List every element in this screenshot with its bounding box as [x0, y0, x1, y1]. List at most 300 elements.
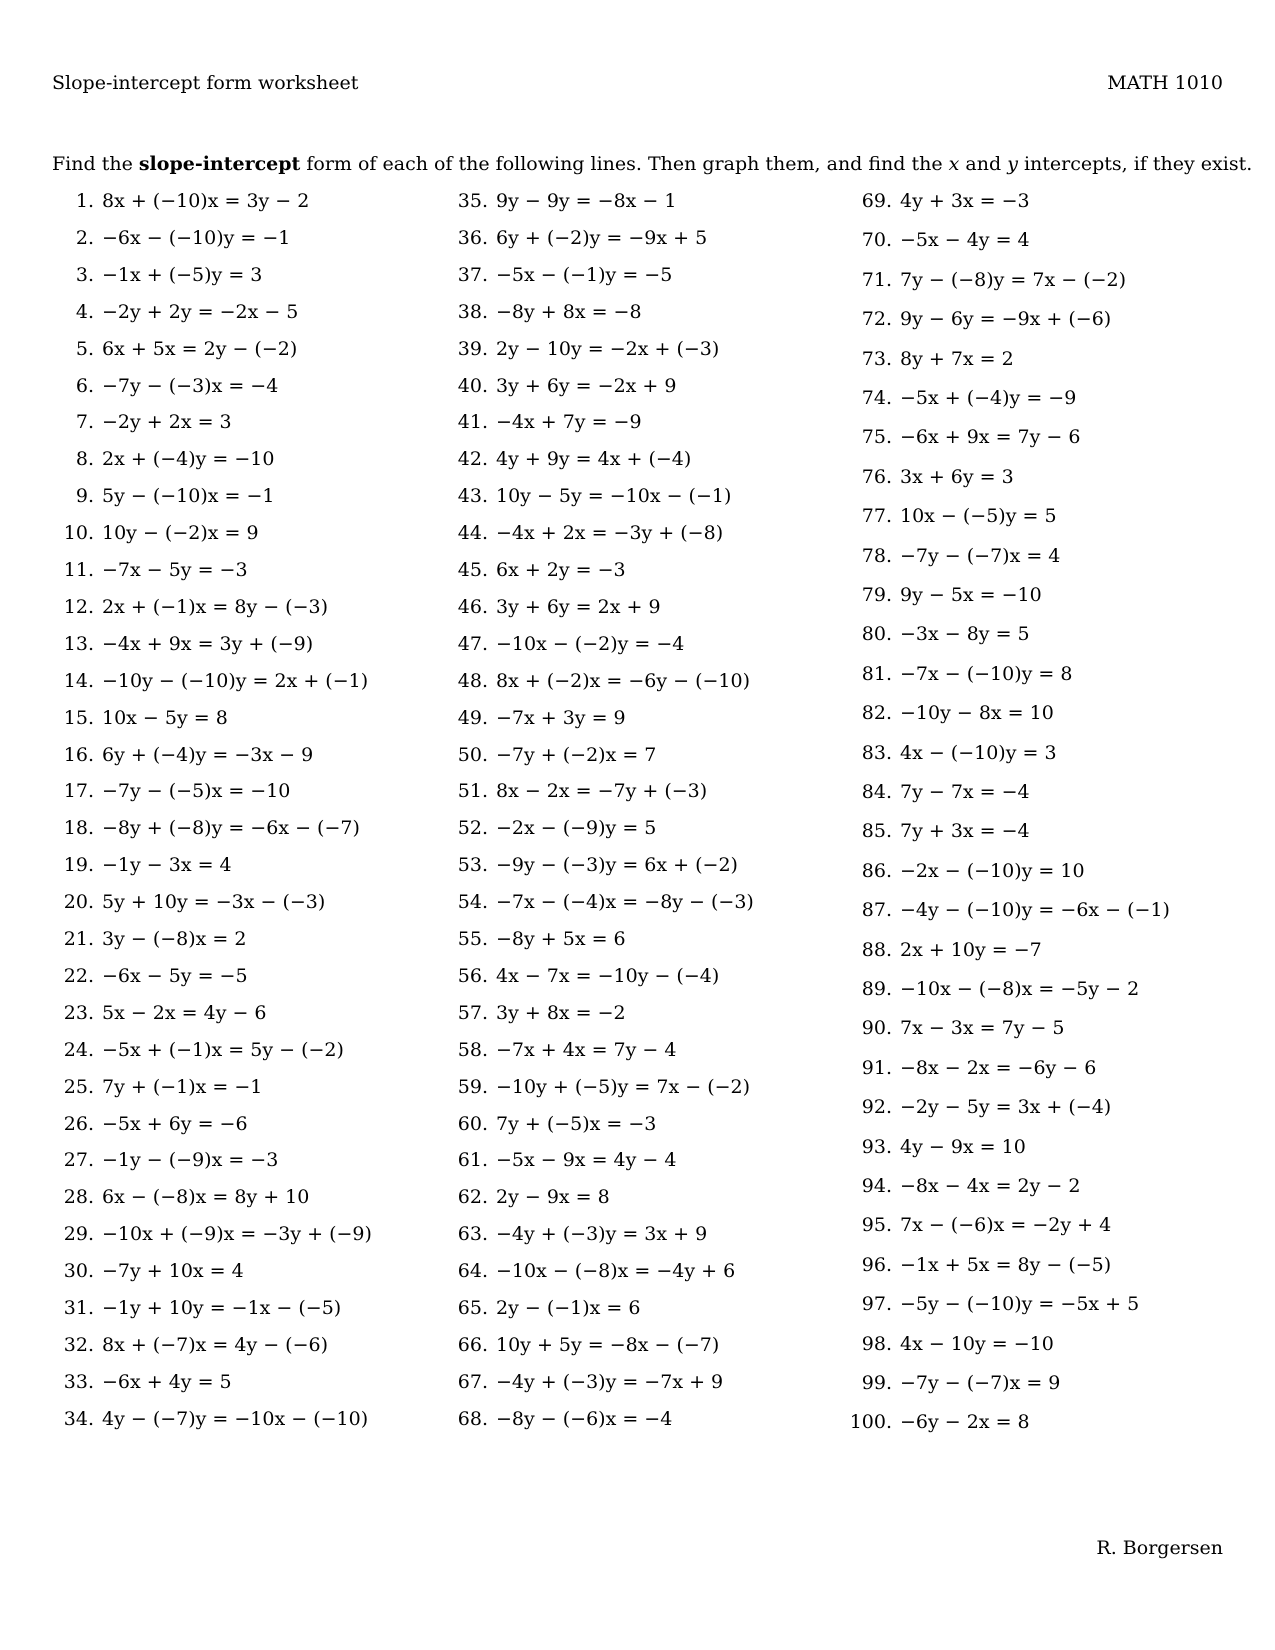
problem-equation: −10y + (−5)y = 7x − (−2)	[496, 1075, 751, 1098]
problem-equation: −7y − (−3)x = −4	[102, 374, 279, 397]
problem-item	[846, 1411, 1030, 1433]
problem-item	[456, 707, 626, 729]
problem-item	[62, 375, 278, 397]
problem-number: 40.	[457, 374, 488, 397]
problem-number: 73.	[861, 347, 892, 370]
problem-equation: 7y + 3x = −4	[900, 820, 1030, 843]
problem-number: 31.	[63, 1297, 94, 1319]
problem-item	[62, 965, 248, 987]
problem-equation: −4x + 2x = −3y + (−8)	[496, 522, 724, 545]
problem-item	[846, 1175, 1080, 1197]
problem-item	[62, 1260, 244, 1282]
instructions	[52, 153, 1252, 175]
problem-number: 39.	[457, 337, 488, 360]
problem-item	[846, 742, 1057, 764]
problem-item	[62, 448, 274, 470]
problem-equation: −6y − 2x = 8	[900, 1411, 1030, 1434]
problem-equation: −8x − 2x = −6y − 6	[900, 1056, 1097, 1079]
problem-item	[456, 1260, 735, 1282]
problem-number: 96.	[861, 1253, 892, 1276]
problem-equation: 2x + (−4)y = −10	[102, 448, 275, 471]
problem-equation: −7x + 3y = 9	[496, 706, 626, 729]
problem-number: 60.	[457, 1112, 488, 1135]
problem-number: 13.	[63, 632, 94, 655]
problem-equation: 7x − 3x = 7y − 5	[900, 1017, 1065, 1040]
problem-number: 32.	[63, 1333, 94, 1356]
problem-number: 35.	[457, 190, 488, 212]
problem-equation: 2y − 9x = 8	[496, 1186, 610, 1209]
problem-item	[846, 702, 1054, 724]
problem-number: 47.	[457, 632, 488, 655]
problem-equation: −10y − (−10)y = 2x + (−1)	[102, 669, 369, 692]
problem-item	[456, 965, 719, 987]
problem-number: 8.	[75, 448, 94, 471]
problem-number: 65.	[457, 1297, 488, 1319]
problem-equation: 5y + 10y = −3x − (−3)	[102, 891, 326, 914]
problem-number: 41.	[457, 411, 488, 434]
problem-equation: 8x + (−7)x = 4y − (−6)	[102, 1333, 329, 1356]
problem-equation: 2y − 10y = −2x + (−3)	[496, 337, 720, 360]
problem-item	[456, 301, 642, 323]
problem-number: 70.	[861, 229, 892, 252]
problem-equation: −7y − (−5)x = −10	[102, 780, 291, 803]
problem-item	[62, 744, 313, 766]
problem-number: 91.	[861, 1056, 892, 1079]
problem-item	[456, 559, 626, 581]
problem-item	[846, 939, 1042, 961]
problem-number: 63.	[457, 1223, 488, 1246]
problem-item	[456, 1002, 626, 1024]
problem-equation: −2y + 2x = 3	[102, 411, 232, 434]
problem-equation: −1y − 3x = 4	[102, 854, 232, 877]
problem-equation: −7x − (−10)y = 8	[900, 662, 1073, 685]
problem-item	[846, 190, 1030, 212]
problem-equation: −4y + (−3)y = 3x + 9	[496, 1223, 708, 1246]
problem-item	[846, 899, 1170, 921]
problem-equation: 9y − 9y = −8x − 1	[496, 190, 677, 212]
problem-equation: −6x − 5y = −5	[102, 964, 248, 987]
problem-item	[846, 426, 1080, 448]
problem-equation: 6y + (−4)y = −3x − 9	[102, 743, 314, 766]
problem-item	[846, 820, 1030, 842]
problem-number: 92.	[861, 1096, 892, 1119]
problem-number: 26.	[63, 1112, 94, 1135]
problem-number: 94.	[861, 1175, 892, 1197]
problem-equation: 6x − (−8)x = 8y + 10	[102, 1186, 310, 1209]
problem-item	[846, 1057, 1096, 1079]
problem-number: 74.	[861, 387, 892, 409]
problem-item	[62, 891, 325, 913]
problem-item	[846, 505, 1057, 527]
problem-number: 29.	[63, 1223, 94, 1246]
problem-equation: 4x − 7x = −10y − (−4)	[496, 964, 720, 987]
problem-item	[846, 1214, 1111, 1236]
problem-item	[846, 663, 1072, 685]
problem-number: 20.	[63, 891, 94, 914]
problem-equation: −7x + 4x = 7y − 4	[496, 1038, 677, 1061]
problem-equation: −7x − 5y = −3	[102, 559, 248, 581]
problem-number: 53.	[457, 854, 488, 877]
problem-item	[62, 1149, 278, 1171]
problem-number: 3.	[75, 263, 94, 286]
problem-number: 84.	[861, 781, 892, 803]
problem-equation: 2y − (−1)x = 6	[496, 1297, 641, 1319]
problem-equation: 3y + 8x = −2	[496, 1001, 626, 1024]
problem-number: 21.	[63, 928, 94, 950]
problem-item	[846, 1096, 1111, 1118]
problem-item	[846, 978, 1139, 1000]
problem-item	[846, 781, 1030, 803]
problem-item	[62, 301, 298, 323]
problem-item	[62, 1334, 328, 1356]
problem-item	[62, 596, 328, 618]
problem-item	[62, 817, 360, 839]
problem-equation: 7y + (−5)x = −3	[496, 1112, 657, 1135]
problem-item	[456, 891, 754, 913]
problem-equation: −2x − (−9)y = 5	[496, 817, 657, 840]
problem-equation: 10y − 5y = −10x − (−1)	[496, 485, 732, 508]
problem-number: 57.	[457, 1001, 488, 1024]
problem-equation: 5x − 2x = 4y − 6	[102, 1001, 267, 1024]
problem-equation: 3y − (−8)x = 2	[102, 928, 247, 950]
problem-equation: −8y − (−6)x = −4	[496, 1407, 673, 1430]
problem-item	[456, 854, 738, 876]
problem-number: 99.	[861, 1372, 892, 1394]
problem-item	[456, 227, 707, 249]
problem-number: 4.	[75, 300, 94, 323]
problem-number: 90.	[861, 1017, 892, 1040]
instructions-bold: slope-intercept	[138, 153, 301, 175]
problem-equation: −4x + 9x = 3y + (−9)	[102, 632, 314, 655]
problem-item	[62, 411, 232, 433]
problem-number: 76.	[861, 465, 892, 488]
problem-number: 51.	[457, 780, 488, 803]
problem-item	[62, 633, 313, 655]
problem-equation: 4x − (−10)y = 3	[900, 741, 1057, 764]
problem-number: 100.	[849, 1411, 892, 1434]
problem-number: 38.	[457, 300, 488, 323]
problem-item	[62, 522, 259, 544]
problem-equation: 2x + (−1)x = 8y − (−3)	[102, 595, 329, 618]
problem-item	[456, 780, 707, 802]
problem-number: 69.	[861, 190, 892, 212]
problem-item	[456, 928, 626, 950]
problem-item	[62, 1002, 267, 1024]
problem-number: 14.	[63, 669, 94, 692]
problem-equation: −10x + (−9)x = −3y + (−9)	[102, 1223, 372, 1246]
problem-equation: 10y − (−2)x = 9	[102, 522, 259, 545]
problem-item	[846, 1017, 1065, 1039]
problem-item	[456, 1039, 676, 1061]
problem-equation: −1x + 5x = 8y − (−5)	[900, 1253, 1112, 1276]
problem-item	[62, 854, 232, 876]
problem-item	[62, 1186, 309, 1208]
problem-item	[456, 485, 731, 507]
problem-equation: −8x − 4x = 2y − 2	[900, 1175, 1081, 1197]
problem-item	[846, 466, 1014, 488]
problem-equation: −2y + 2y = −2x − 5	[102, 300, 299, 323]
problem-item	[846, 545, 1060, 567]
problem-item	[456, 1371, 723, 1393]
problem-equation: −8y + 5x = 6	[496, 928, 626, 950]
problem-number: 10.	[63, 522, 94, 545]
problem-equation: 10x − 5y = 8	[102, 706, 228, 729]
problem-number: 86.	[861, 859, 892, 882]
problem-equation: −6x + 9x = 7y − 6	[900, 426, 1081, 449]
problem-item	[846, 1372, 1060, 1394]
problem-number: 71.	[861, 268, 892, 291]
problem-equation: −2y − 5y = 3x + (−4)	[900, 1096, 1112, 1119]
problem-number: 97.	[861, 1293, 892, 1316]
problem-equation: 6x + 5x = 2y − (−2)	[102, 337, 298, 360]
problem-equation: −6x − (−10)y = −1	[102, 226, 291, 249]
problem-number: 42.	[457, 448, 488, 471]
problem-item	[846, 269, 1126, 291]
problem-number: 15.	[63, 706, 94, 729]
problem-item	[456, 375, 676, 397]
problem-item	[62, 264, 262, 286]
problem-number: 59.	[457, 1075, 488, 1098]
problem-item	[62, 1039, 344, 1061]
problem-equation: 8x − 2x = −7y + (−3)	[496, 780, 708, 803]
problem-number: 88.	[861, 938, 892, 961]
worksheet-title: Slope-intercept form worksheet	[52, 72, 359, 94]
problem-number: 36.	[457, 226, 488, 249]
problem-equation: 4y − (−7)y = −10x − (−10)	[102, 1407, 369, 1430]
problem-item	[456, 1223, 707, 1245]
problem-number: 85.	[861, 820, 892, 843]
problem-item	[62, 1223, 372, 1245]
problem-item	[62, 227, 290, 249]
problem-equation: −1x + (−5)y = 3	[102, 263, 263, 286]
problem-equation: 3y + 6y = 2x + 9	[496, 595, 661, 618]
instructions-x: x	[948, 153, 960, 175]
problem-equation: −8y + 8x = −8	[496, 300, 642, 323]
problem-number: 7.	[75, 411, 94, 434]
problem-number: 25.	[63, 1075, 94, 1098]
problem-item	[456, 1297, 640, 1319]
problem-number: 62.	[457, 1186, 488, 1209]
problem-number: 68.	[457, 1407, 488, 1430]
problem-equation: 5y − (−10)x = −1	[102, 485, 275, 508]
problem-number: 66.	[457, 1333, 488, 1356]
problem-number: 83.	[861, 741, 892, 764]
instructions-y: y	[1007, 153, 1018, 175]
problem-number: 30.	[63, 1260, 94, 1283]
problem-equation: −3x − 8y = 5	[900, 623, 1030, 646]
problem-number: 79.	[861, 584, 892, 606]
problem-equation: 2x + 10y = −7	[900, 938, 1042, 961]
problem-number: 78.	[861, 544, 892, 567]
problem-number: 45.	[457, 559, 488, 581]
problem-equation: −4y + (−3)y = −7x + 9	[496, 1370, 724, 1393]
problem-number: 2.	[75, 226, 94, 249]
author: R. Borgersen	[1096, 1537, 1223, 1559]
problem-equation: 8x + (−10)x = 3y − 2	[102, 190, 310, 212]
problem-number: 44.	[457, 522, 488, 545]
problem-number: 33.	[63, 1370, 94, 1393]
problem-item	[456, 1113, 656, 1135]
problem-number: 27.	[63, 1149, 94, 1172]
problem-equation: −9y − (−3)y = 6x + (−2)	[496, 854, 738, 877]
problem-number: 93.	[861, 1135, 892, 1158]
problem-equation: −5x + 6y = −6	[102, 1112, 248, 1135]
problem-equation: −10y − 8x = 10	[900, 702, 1054, 725]
problem-number: 6.	[75, 374, 94, 397]
problem-item	[456, 264, 672, 286]
problem-equation: 9y − 6y = −9x + (−6)	[900, 308, 1112, 331]
problem-number: 5.	[75, 337, 94, 360]
problem-number: 77.	[861, 505, 892, 528]
problem-number: 75.	[861, 426, 892, 449]
problem-number: 49.	[457, 706, 488, 729]
instructions-mid: form of each of the following lines. Then graph them, and find the	[300, 153, 949, 175]
problem-item	[456, 1186, 610, 1208]
problem-equation: 7y − (−8)y = 7x − (−2)	[900, 268, 1127, 291]
problem-item	[62, 928, 246, 950]
problem-item	[62, 1297, 341, 1319]
problem-number: 80.	[861, 623, 892, 646]
problem-number: 28.	[63, 1186, 94, 1209]
problem-number: 61.	[457, 1149, 488, 1172]
problem-number: 43.	[457, 485, 488, 508]
problem-item	[846, 1136, 1026, 1158]
problem-item	[456, 817, 656, 839]
problem-equation: −7y + (−2)x = 7	[496, 743, 657, 766]
instructions-pre: Find the	[52, 153, 139, 175]
problem-equation: −7y + 10x = 4	[102, 1260, 244, 1283]
problem-number: 48.	[457, 669, 488, 692]
problem-number: 52.	[457, 817, 488, 840]
problem-equation: −5x − 4y = 4	[900, 229, 1030, 252]
problem-number: 16.	[63, 743, 94, 766]
instructions-post: intercepts, if they exist.	[1017, 153, 1253, 175]
problem-equation: −5x + (−1)x = 5y − (−2)	[102, 1038, 344, 1061]
problem-number: 64.	[457, 1260, 488, 1283]
problem-item	[456, 633, 684, 655]
problem-item	[846, 1254, 1111, 1276]
problem-item	[846, 348, 1014, 370]
problem-equation: −2x − (−10)y = 10	[900, 859, 1085, 882]
problem-number: 23.	[63, 1001, 94, 1024]
problem-number: 19.	[63, 854, 94, 877]
problem-number: 46.	[457, 595, 488, 618]
problem-number: 58.	[457, 1038, 488, 1061]
problem-item	[62, 707, 228, 729]
problem-number: 81.	[861, 662, 892, 685]
problem-equation: −5x − 9x = 4y − 4	[496, 1149, 677, 1172]
problem-item	[62, 559, 248, 581]
problem-equation: −5x + (−4)y = −9	[900, 387, 1077, 409]
problem-number: 12.	[63, 595, 94, 618]
problem-equation: 9y − 5x = −10	[900, 584, 1042, 606]
problem-equation: 4x − 10y = −10	[900, 1332, 1054, 1355]
problem-number: 34.	[63, 1407, 94, 1430]
problem-number: 98.	[861, 1332, 892, 1355]
problem-number: 56.	[457, 964, 488, 987]
problem-number: 9.	[75, 485, 94, 508]
course-code: MATH 1010	[1107, 72, 1223, 94]
problem-number: 37.	[457, 263, 488, 286]
problem-number: 22.	[63, 964, 94, 987]
problem-item	[456, 596, 661, 618]
problem-item	[456, 1076, 750, 1098]
problem-equation: −7x − (−4)x = −8y − (−3)	[496, 891, 754, 914]
problem-number: 67.	[457, 1370, 488, 1393]
problem-equation: −6x + 4y = 5	[102, 1370, 232, 1393]
problem-equation: 10x − (−5)y = 5	[900, 505, 1057, 528]
problem-item	[62, 1371, 232, 1393]
problem-equation: −7y − (−7)x = 4	[900, 544, 1061, 567]
problem-item	[846, 860, 1085, 882]
problem-equation: 7y + (−1)x = −1	[102, 1075, 263, 1098]
problem-number: 1.	[75, 190, 94, 212]
problem-equation: −4y − (−10)y = −6x − (−1)	[900, 899, 1170, 922]
problem-item	[456, 522, 723, 544]
problem-number: 87.	[861, 899, 892, 922]
problem-equation: −5y − (−10)y = −5x + 5	[900, 1293, 1140, 1316]
problem-item	[62, 670, 368, 692]
problem-item	[846, 1333, 1054, 1355]
problem-item	[456, 1334, 719, 1356]
problem-number: 17.	[63, 780, 94, 803]
problem-equation: 4y + 3x = −3	[900, 190, 1030, 212]
problem-equation: −7y − (−7)x = 9	[900, 1372, 1061, 1394]
problem-item	[62, 1076, 262, 1098]
problem-equation: 4y + 9y = 4x + (−4)	[496, 448, 692, 471]
problem-item	[456, 338, 719, 360]
problem-equation: −8y + (−8)y = −6x − (−7)	[102, 817, 360, 840]
problem-number: 89.	[861, 978, 892, 1000]
problem-equation: −5x − (−1)y = −5	[496, 263, 673, 286]
instructions-and: and	[959, 153, 1008, 175]
problem-item	[456, 448, 691, 470]
problem-item	[62, 485, 274, 507]
problem-item	[456, 1408, 672, 1430]
problem-equation: −10x − (−2)y = −4	[496, 632, 685, 655]
problem-item	[456, 1149, 676, 1171]
problem-equation: 3x + 6y = 3	[900, 465, 1014, 488]
problem-item	[846, 387, 1076, 409]
problem-item	[456, 744, 656, 766]
problem-item	[846, 623, 1030, 645]
problem-equation: 7x − (−6)x = −2y + 4	[900, 1214, 1112, 1237]
problem-equation: −10x − (−8)x = −5y − 2	[900, 978, 1140, 1000]
problem-number: 24.	[63, 1038, 94, 1061]
problem-number: 95.	[861, 1214, 892, 1237]
problem-item	[846, 229, 1030, 251]
problem-number: 82.	[861, 702, 892, 725]
problem-item	[456, 411, 642, 433]
problem-item	[846, 308, 1111, 330]
problem-item	[62, 1408, 368, 1430]
problem-equation: −1y − (−9)x = −3	[102, 1149, 279, 1172]
problem-number: 18.	[63, 817, 94, 840]
problem-equation: 8y + 7x = 2	[900, 347, 1014, 370]
problem-number: 55.	[457, 928, 488, 950]
problem-number: 11.	[63, 559, 94, 581]
problem-equation: 10y + 5y = −8x − (−7)	[496, 1333, 720, 1356]
problem-equation: 6x + 2y = −3	[496, 559, 626, 581]
problem-number: 72.	[861, 308, 892, 331]
problem-equation: 3y + 6y = −2x + 9	[496, 374, 677, 397]
problem-equation: 4y − 9x = 10	[900, 1135, 1026, 1158]
problem-equation: −1y + 10y = −1x − (−5)	[102, 1297, 342, 1319]
problem-number: 50.	[457, 743, 488, 766]
problem-item	[456, 670, 750, 692]
problem-item	[62, 338, 297, 360]
problem-item	[456, 190, 676, 212]
